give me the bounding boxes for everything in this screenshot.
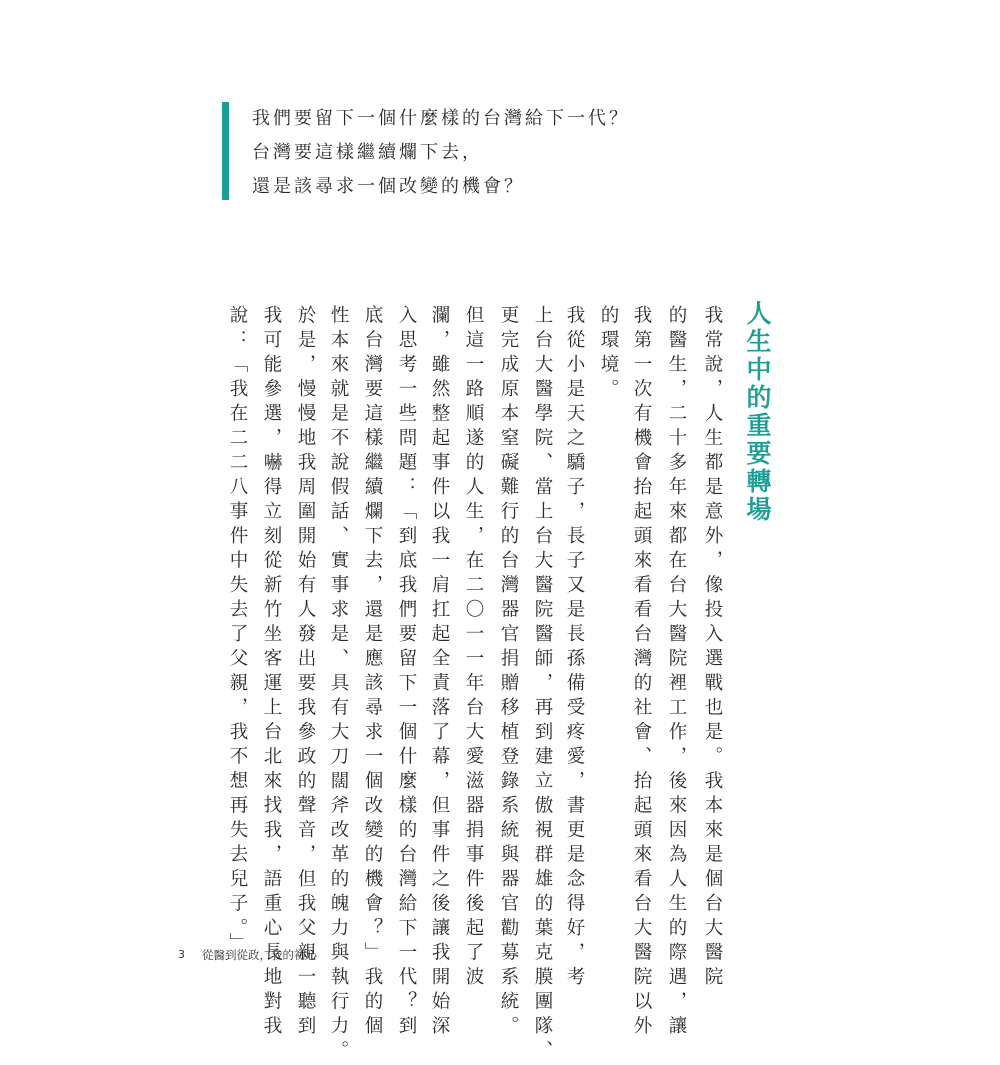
- body-text-column: 上台大醫學院、當上台大醫院醫師，再到建立傲視群雄的葉克膜團隊、: [532, 305, 553, 1065]
- body-text-column: 我可能參選，嚇得立刻從新竹坐客運上台北來找我，語重心長地對我: [261, 305, 282, 1040]
- body-text-column: 底台灣要這樣繼續爛下去，還是應該尋求一個改變的機會？」我的個: [362, 305, 383, 1040]
- section-heading: 人生中的重要轉場: [743, 300, 772, 524]
- body-text-column: 我從小是天之驕子，長子又是長孫備受疼愛，書更是念得好，考: [564, 305, 585, 991]
- pull-quote-line: 我們要留下一個什麼樣的台灣給下一代？: [252, 108, 630, 129]
- pull-quote-line: 台灣要這樣繼續爛下去，: [252, 142, 483, 163]
- pull-quote: [222, 100, 702, 202]
- body-text-column: 入思考一些問題：「到底我們要留下一個什麼樣的台灣給下一代？到: [396, 305, 417, 1040]
- running-footer-title: 從醫到從政，我的初心: [202, 948, 317, 962]
- pull-quote-line: 還是該尋求一個改變的機會？: [252, 176, 525, 197]
- body-text-column: 的環境。: [598, 305, 619, 403]
- body-text-column: 更完成原本窒礙難行的台灣器官捐贈移植登錄系統與器官勸募系統。: [498, 305, 519, 1040]
- pull-quote-accent-bar: [222, 102, 229, 200]
- body-text-column: 瀾，雖然整起事件以我一肩扛起全責落了幕，但事件之後讓我開始深: [429, 305, 450, 1040]
- body-text-column: 但這一路順遂的人生，在二〇一一年台大愛滋器捐事件後起了波: [463, 305, 484, 991]
- body-text-column: 性本來就是不說假話、實事求是、具有大刀闊斧改革的魄力與執行力。: [328, 305, 349, 1065]
- body-text-column: 我常說，人生都是意外，像投入選戰也是。我本來是個台大醫院: [702, 305, 723, 991]
- page-number: 3: [178, 948, 185, 961]
- body-text-column: 說：「我在二二八事件中失去了父親，我不想再失去兒子。」: [227, 305, 248, 958]
- body-text-column: 的醫生，二十多年來都在台大醫院裡工作，後來因為人生的際遇，讓: [666, 305, 687, 1040]
- body-text-column: 我第一次有機會抬起頭來看看台灣的社會、抬起頭來看台大醫院以外: [631, 305, 652, 1040]
- body-text-column: 於是，慢慢地我周圍開始有人發出要我參政的聲音，但我父親一聽到: [295, 305, 316, 1040]
